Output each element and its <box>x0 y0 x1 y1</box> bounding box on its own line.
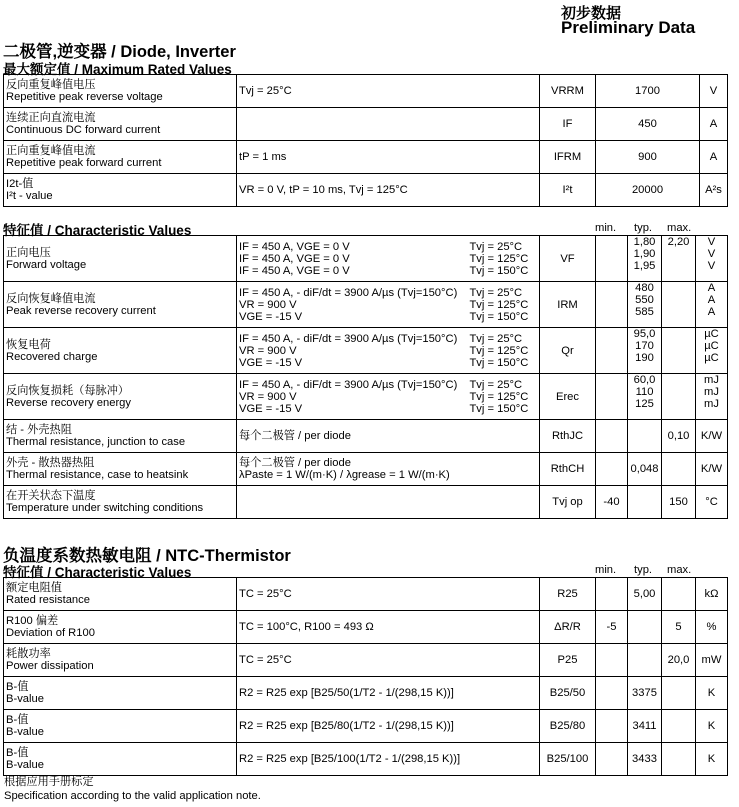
param-unit-line: mJ <box>704 398 719 410</box>
diode-section-title: 二极管,逆变器 / Diode, Inverter <box>3 43 236 61</box>
table-row <box>4 611 728 644</box>
condition-line: VR = 900 V <box>239 390 297 403</box>
ntc-char-title: 特征值 / Characteristic Values <box>3 565 192 580</box>
param-typ-line: 3375 <box>632 687 657 699</box>
param-unit-line: A <box>707 282 716 294</box>
param-unit <box>696 328 728 374</box>
param-typ-line: 125 <box>635 398 654 410</box>
param-name-line: 恢复电荷 <box>6 338 51 351</box>
param-unit <box>700 174 728 207</box>
condition-line: 每个二极管 / per diode <box>239 430 351 442</box>
condition-line: IF = 450 A, - diF/dt = 3900 A/µs (Tvj=150°C) <box>239 332 458 345</box>
param-max <box>662 453 696 486</box>
param-conditions <box>237 174 540 207</box>
param-name-line: Rated resistance <box>6 594 90 606</box>
table-row <box>4 578 728 611</box>
param-typ <box>628 420 662 453</box>
param-unit-line: mJ <box>704 374 719 386</box>
param-symbol <box>540 644 596 677</box>
param-conditions <box>237 453 540 486</box>
param-conditions-line: tP = 1 ms <box>239 151 287 163</box>
param-min-line <box>598 687 625 699</box>
condition-line: VGE = -15 V <box>239 356 303 369</box>
condition-line: IF = 450 A, - diF/dt = 3900 A/µs (Tvj=150°C) <box>239 378 458 391</box>
param-typ-line: 0,048 <box>630 463 659 475</box>
param-typ-line: 585 <box>635 306 654 318</box>
param-unit <box>696 420 728 453</box>
param-min <box>596 374 628 420</box>
param-symbol <box>540 108 596 141</box>
param-name-line: Repetitive peak forward current <box>6 157 162 169</box>
param-typ-line <box>630 621 659 633</box>
param-max <box>662 578 696 611</box>
param-typ <box>628 644 662 677</box>
param-unit-line: µC <box>704 352 719 364</box>
table-row <box>4 644 728 677</box>
param-typ-line <box>630 654 659 666</box>
param-unit-line: A <box>707 306 716 318</box>
param-max <box>662 611 696 644</box>
param-unit-line: K <box>707 753 716 765</box>
param-name <box>4 578 237 611</box>
param-max <box>662 743 696 776</box>
param-name <box>4 236 237 282</box>
condition-line: IF = 450 A, VGE = 0 V <box>239 240 350 253</box>
param-max-line: 20,0 <box>667 654 690 666</box>
param-conditions <box>237 743 540 776</box>
param-max-line <box>664 687 693 699</box>
param-name-line: Forward voltage <box>6 258 87 271</box>
param-conditions <box>237 328 540 374</box>
param-name-line: 耗散功率 <box>6 648 51 660</box>
param-unit <box>696 453 728 486</box>
col-min: min. <box>595 222 617 234</box>
param-conditions-line: TC = 25°C <box>239 588 292 600</box>
param-name-line: B-值 <box>6 714 29 726</box>
param-unit-line: A <box>709 151 718 163</box>
param-unit-line: K/W <box>700 430 723 442</box>
table-row <box>4 236 728 282</box>
condition-line: λPaste = 1 W/(m·K) / λgrease = 1 W/(m·K) <box>239 469 450 481</box>
footer-cn: 根据应用手册标定 <box>4 776 94 788</box>
temperature-line: Tvj = 25°C <box>469 332 523 345</box>
param-typ <box>628 743 662 776</box>
param-name <box>4 644 237 677</box>
param-name-line: B-值 <box>6 681 29 693</box>
preliminary-label-en: Preliminary Data <box>561 18 696 37</box>
param-conditions-line: VR = 0 V, tP = 10 ms, Tvj = 125°C <box>239 184 408 196</box>
param-name-line: Thermal resistance, case to heatsink <box>6 469 189 481</box>
table-row <box>4 374 728 420</box>
param-typ <box>628 710 662 743</box>
temperature-line: Tvj = 125°C <box>469 344 529 357</box>
param-symbol-line: IF <box>562 118 573 130</box>
param-name-line: I2t-值 <box>6 178 34 190</box>
param-unit-line: A <box>709 118 718 130</box>
param-name-line: 额定电阻值 <box>6 582 62 594</box>
param-min <box>596 677 628 710</box>
param-symbol <box>540 611 596 644</box>
ntc-char-table <box>3 577 728 776</box>
table-row <box>4 282 728 328</box>
param-name-line: B-value <box>6 759 44 771</box>
param-conditions <box>237 108 540 141</box>
param-symbol-line: Erec <box>555 390 579 403</box>
param-name-line: B-值 <box>6 747 29 759</box>
param-typ <box>628 282 662 328</box>
condition-line: VR = 900 V <box>239 298 297 311</box>
param-unit-line: V <box>707 248 716 260</box>
temperature-line: Tvj = 150°C <box>469 356 529 369</box>
condition-line: VGE = -15 V <box>239 310 303 323</box>
temperature-line: Tvj = 25°C <box>469 240 523 253</box>
param-name-line: 反向重复峰值电压 <box>6 79 96 91</box>
param-conditions <box>237 578 540 611</box>
param-symbol <box>540 141 596 174</box>
param-value-line: 900 <box>638 151 657 163</box>
param-name-line: Temperature under switching conditions <box>6 502 204 514</box>
param-symbol <box>540 743 596 776</box>
param-name <box>4 420 237 453</box>
param-unit-line: A²s <box>705 184 722 196</box>
param-conditions-line: R2 = R25 exp [B25/100(1/T2 - 1/(298,15 K))] <box>239 753 461 765</box>
param-typ-line: 60,0 <box>633 374 656 386</box>
param-typ <box>628 578 662 611</box>
param-unit <box>700 141 728 174</box>
param-name-line: 反向恢复峰值电流 <box>6 292 96 305</box>
param-symbol-line: B25/50 <box>549 687 586 699</box>
param-conditions <box>237 677 540 710</box>
param-unit-line: µC <box>704 328 719 340</box>
param-unit-line: mJ <box>704 386 719 398</box>
param-unit-line: mW <box>701 654 722 666</box>
param-typ-line: 1,90 <box>633 248 656 260</box>
param-unit <box>700 75 728 108</box>
param-unit <box>696 486 728 519</box>
param-unit <box>696 611 728 644</box>
param-name-line: Power dissipation <box>6 660 94 672</box>
param-unit <box>696 578 728 611</box>
param-min-line <box>598 588 625 600</box>
param-unit <box>696 644 728 677</box>
table-row <box>4 141 728 174</box>
param-symbol-line: VRRM <box>551 85 584 97</box>
param-min <box>596 611 628 644</box>
param-typ-line: 1,95 <box>633 260 656 272</box>
temperature-line: Tvj = 150°C <box>469 264 529 277</box>
param-symbol-line: IRM <box>557 298 578 311</box>
param-symbol-line: RthJC <box>551 430 584 442</box>
param-conditions-line: R2 = R25 exp [B25/80(1/T2 - 1/(298,15 K))] <box>239 720 454 732</box>
param-max <box>662 644 696 677</box>
param-conditions <box>237 486 540 519</box>
param-name-line: Peak reverse recovery current <box>6 304 156 317</box>
param-symbol-line: Tvj op <box>552 496 583 508</box>
param-typ <box>628 453 662 486</box>
param-unit <box>696 677 728 710</box>
param-unit-line: % <box>706 621 717 633</box>
param-typ-line: 1,80 <box>633 236 656 248</box>
param-typ-line: 95,0 <box>633 328 656 340</box>
param-unit <box>696 710 728 743</box>
max-rated-title: 最大额定值 / Maximum Rated Values <box>3 62 232 77</box>
param-unit-line: A <box>707 294 716 306</box>
param-max-line: 2,20 <box>667 236 690 248</box>
param-typ-line: 190 <box>635 352 654 364</box>
table-row <box>4 75 728 108</box>
param-max-line <box>664 753 693 765</box>
param-typ <box>628 677 662 710</box>
param-min <box>596 644 628 677</box>
param-conditions <box>237 141 540 174</box>
param-symbol <box>540 578 596 611</box>
param-name-line: R100 偏差 <box>6 615 59 627</box>
param-typ-line: 5,00 <box>633 588 656 600</box>
table-row <box>4 328 728 374</box>
param-unit-line: K/W <box>700 463 723 475</box>
table-row <box>4 108 728 141</box>
param-conditions <box>237 374 540 420</box>
param-name-line: B-value <box>6 693 44 705</box>
condition-line: 每个二极管 / per diode <box>239 457 351 469</box>
param-symbol <box>540 174 596 207</box>
param-symbol <box>540 420 596 453</box>
param-symbol <box>540 75 596 108</box>
param-max <box>662 710 696 743</box>
param-conditions <box>237 420 540 453</box>
ntc-col-max: max. <box>667 564 692 576</box>
param-name-line: Repetitive peak reverse voltage <box>6 91 163 103</box>
table-row <box>4 486 728 519</box>
param-conditions-line: TC = 100°C, R100 = 493 Ω <box>239 621 374 633</box>
param-symbol <box>540 710 596 743</box>
col-typ: typ. <box>634 222 653 234</box>
param-unit <box>696 282 728 328</box>
param-min <box>596 743 628 776</box>
param-name <box>4 141 237 174</box>
param-symbol <box>540 677 596 710</box>
param-typ <box>628 374 662 420</box>
param-value-line: 450 <box>638 118 657 130</box>
param-max <box>662 677 696 710</box>
param-name-line: Thermal resistance, junction to case <box>6 436 186 448</box>
param-value <box>596 141 700 174</box>
param-conditions <box>237 75 540 108</box>
param-typ-line: 170 <box>635 340 654 352</box>
param-name <box>4 453 237 486</box>
param-name-line: 正向电压 <box>6 246 51 259</box>
param-unit-line: V <box>709 85 718 97</box>
ntc-col-typ: typ. <box>634 564 653 576</box>
param-max <box>662 420 696 453</box>
param-conditions <box>237 282 540 328</box>
param-name <box>4 486 237 519</box>
param-conditions-line: TC = 25°C <box>239 654 292 666</box>
param-unit <box>696 743 728 776</box>
param-min-line <box>598 753 625 765</box>
param-typ-line: 480 <box>635 282 654 294</box>
param-symbol-line: B25/80 <box>549 720 586 732</box>
preliminary-label-cn: 初步数据 <box>561 5 622 22</box>
param-name <box>4 282 237 328</box>
col-max: max. <box>667 222 692 234</box>
param-symbol-line: P25 <box>557 654 578 666</box>
param-conditions-line <box>239 118 537 130</box>
param-name-line: Recovered charge <box>6 350 98 363</box>
param-typ <box>628 236 662 282</box>
temperature-line: Tvj = 25°C <box>469 378 523 391</box>
param-min <box>596 578 628 611</box>
param-name-line: Reverse recovery energy <box>6 396 131 409</box>
param-name-line: 结 - 外壳热阻 <box>6 424 72 436</box>
param-min <box>596 420 628 453</box>
param-symbol-line: VF <box>560 252 575 265</box>
param-conditions-line: R2 = R25 exp [B25/50(1/T2 - 1/(298,15 K))] <box>239 687 454 699</box>
param-min-line: -5 <box>606 621 617 633</box>
param-unit-line: V <box>707 260 716 272</box>
condition-line: VR = 900 V <box>239 344 297 357</box>
param-symbol-line: I²t <box>562 184 573 196</box>
param-symbol-line: Qr <box>561 344 574 357</box>
param-max-line: 5 <box>675 621 682 633</box>
param-symbol <box>540 486 596 519</box>
table-row <box>4 174 728 207</box>
param-typ <box>628 328 662 374</box>
ntc-col-min: min. <box>595 564 617 576</box>
param-name-line: B-value <box>6 726 44 738</box>
param-min <box>596 282 628 328</box>
param-max-line: 150 <box>669 496 688 508</box>
footer-en: Specification according to the valid application note. <box>4 790 261 802</box>
table-row <box>4 677 728 710</box>
param-conditions <box>237 611 540 644</box>
param-name <box>4 174 237 207</box>
param-symbol-line: RthCH <box>550 463 585 475</box>
param-value-line: 20000 <box>631 184 664 196</box>
param-typ-line: 110 <box>635 386 654 398</box>
param-typ <box>628 611 662 644</box>
temperature-line: Tvj = 125°C <box>469 390 529 403</box>
diode-char-table <box>3 235 728 519</box>
param-value <box>596 108 700 141</box>
param-name <box>4 374 237 420</box>
condition-line: IF = 450 A, - diF/dt = 3900 A/µs (Tvj=150°C) <box>239 286 458 299</box>
param-symbol <box>540 453 596 486</box>
param-name-line: Deviation of R100 <box>6 627 95 639</box>
max-rated-table <box>3 74 728 207</box>
param-unit-line: °C <box>705 496 718 508</box>
param-min <box>596 236 628 282</box>
param-typ-line: 550 <box>635 294 654 306</box>
param-typ-line: 3433 <box>632 753 657 765</box>
param-value-line: 1700 <box>635 85 660 97</box>
temperature-line: Tvj = 150°C <box>469 310 529 323</box>
table-row <box>4 710 728 743</box>
param-max-line: 0,10 <box>667 430 690 442</box>
ntc-section-title: 负温度系数热敏电阻 / NTC-Thermistor <box>3 547 291 565</box>
param-conditions <box>237 236 540 282</box>
param-min <box>596 328 628 374</box>
param-max-line <box>664 720 693 732</box>
param-symbol-line: IFRM <box>553 151 582 163</box>
param-conditions-line: Tvj = 25°C <box>239 85 292 97</box>
param-name <box>4 677 237 710</box>
param-symbol-line: ΔR/R <box>554 621 581 633</box>
param-name <box>4 108 237 141</box>
param-name-line: 连续正向直流电流 <box>6 112 96 124</box>
param-unit <box>696 374 728 420</box>
param-name-line: I²t - value <box>6 190 53 202</box>
param-symbol <box>540 282 596 328</box>
param-max <box>662 236 696 282</box>
table-row <box>4 420 728 453</box>
param-max <box>662 282 696 328</box>
table-row <box>4 743 728 776</box>
param-unit <box>696 236 728 282</box>
param-name <box>4 75 237 108</box>
param-unit-line: V <box>707 236 716 248</box>
temperature-line: Tvj = 125°C <box>469 298 529 311</box>
param-unit <box>700 108 728 141</box>
param-name <box>4 743 237 776</box>
param-symbol <box>540 374 596 420</box>
param-min-line <box>598 654 625 666</box>
param-unit-line: K <box>707 687 716 699</box>
param-symbol <box>540 328 596 374</box>
param-max <box>662 374 696 420</box>
condition-line: IF = 450 A, VGE = 0 V <box>239 252 350 265</box>
param-symbol-line: B25/100 <box>546 753 589 765</box>
param-max <box>662 486 696 519</box>
param-min <box>596 453 628 486</box>
param-conditions <box>237 644 540 677</box>
param-name-line: 正向重复峰值电流 <box>6 145 96 157</box>
param-unit-line: µC <box>704 340 719 352</box>
param-symbol-line: R25 <box>557 588 578 600</box>
param-min-line <box>598 720 625 732</box>
param-min <box>596 710 628 743</box>
param-value <box>596 174 700 207</box>
param-name-line: 反向恢复损耗（每脉冲） <box>6 384 130 397</box>
param-symbol <box>540 236 596 282</box>
param-value <box>596 75 700 108</box>
param-name-line: Continuous DC forward current <box>6 124 161 136</box>
table-row <box>4 453 728 486</box>
param-unit-line: K <box>707 720 716 732</box>
param-name-line: 在开关状态下温度 <box>6 490 96 502</box>
diode-char-title: 特征值 / Characteristic Values <box>3 223 192 238</box>
param-name-line: 外壳 - 散热器热阻 <box>6 457 95 469</box>
condition-line: IF = 450 A, VGE = 0 V <box>239 264 350 277</box>
condition-line: VGE = -15 V <box>239 402 303 415</box>
param-conditions <box>237 710 540 743</box>
param-name <box>4 710 237 743</box>
param-max <box>662 328 696 374</box>
param-typ <box>628 486 662 519</box>
temperature-line: Tvj = 125°C <box>469 252 529 265</box>
temperature-line: Tvj = 25°C <box>469 286 523 299</box>
param-name <box>4 611 237 644</box>
param-min-line: -40 <box>603 496 620 508</box>
param-min <box>596 486 628 519</box>
param-max-line <box>664 588 693 600</box>
param-name <box>4 328 237 374</box>
param-typ-line: 3411 <box>632 720 657 732</box>
temperature-line: Tvj = 150°C <box>469 402 529 415</box>
param-unit-line: kΩ <box>704 588 719 600</box>
